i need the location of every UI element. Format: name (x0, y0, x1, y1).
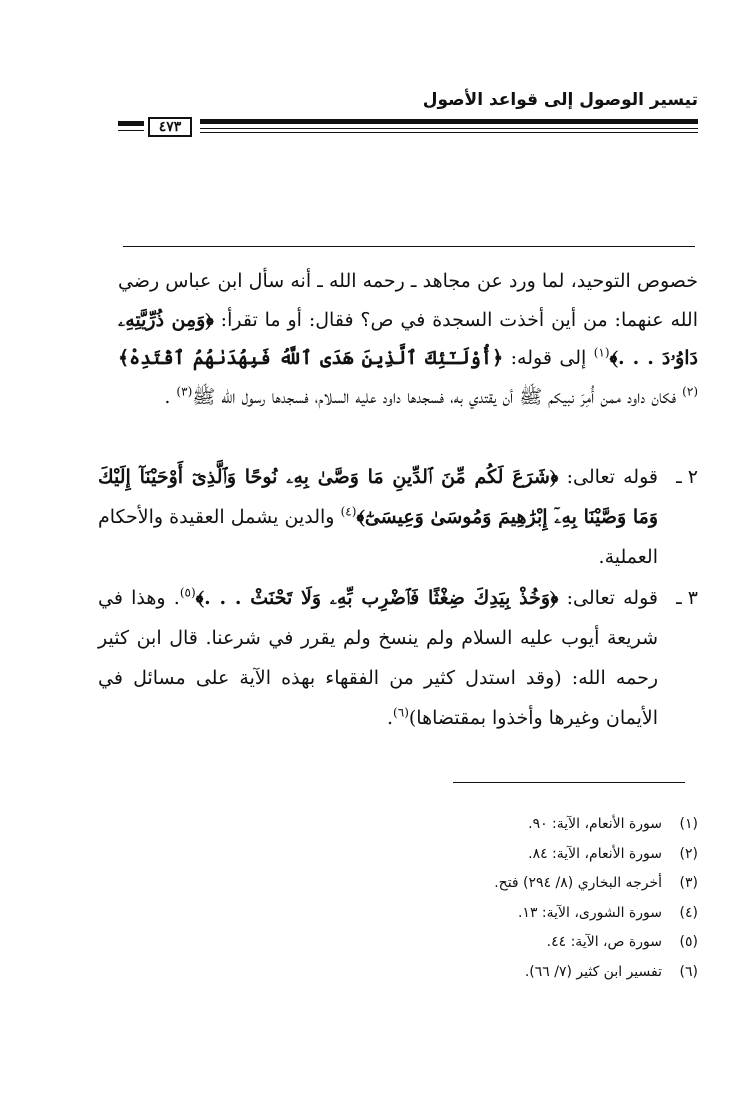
page-number: ٤٧٣ (148, 117, 192, 137)
footnote-number: (٣) (679, 875, 698, 892)
footnote-ref-3: (٣) (176, 384, 193, 399)
item-2-text-1: قوله تعالى: (558, 466, 658, 488)
paragraph-1-text-1: خصوص التوحيد، لما ورد عن مجاهد ـ رحمه الله ـ أنه سأل ابن عباس رضي الله عنهما: من أين أخذت السجدة في ص؟ فقال: أو ما تقرأ: (118, 270, 698, 331)
paragraph-1-text-2: إلى قوله: (503, 347, 594, 369)
item-3-text-3: . (387, 707, 394, 729)
footnote-text: سورة الأنعام، الآية: ٨٤. (528, 845, 662, 862)
footnote-separator (453, 782, 685, 783)
footnote-ref-2: (٢) (682, 384, 698, 399)
footnote-text: سورة الشورى، الآية: ١٣. (517, 904, 662, 921)
footnote-number: (٢) (679, 845, 698, 862)
numbered-item-2 (98, 457, 698, 577)
footnote (98, 899, 698, 929)
footnote-ref-5: (٥) (179, 585, 196, 600)
item-3-number: ٣ ـ (676, 587, 698, 609)
footnote (98, 928, 698, 958)
quran-verse-1: ﴿وَمِن ذُرِّيَّتِهِۦ دَاوُۥدَ . . .﴾ (118, 308, 698, 369)
section-separator (123, 246, 695, 247)
footnotes (98, 810, 698, 988)
footnote (98, 869, 698, 899)
footnote-text: سورة الأنعام، الآية: ٩٠. (528, 816, 662, 832)
running-title: تيسير الوصول إلى قواعد الأصول (422, 90, 698, 110)
footnote-text: سورة ص، الآية: ٤٤. (546, 934, 662, 951)
footnote-ref-4: (٤) (340, 504, 357, 519)
footnote-text: أخرجه البخاري (٨/ ٢٩٤) فتح. (494, 875, 662, 892)
footnote (98, 958, 698, 988)
header-rule-right-thin-2 (200, 132, 698, 133)
footnote-text: تفسير ابن كثير (٧/ ٦٦). (524, 963, 662, 980)
footnote-number: (٤) (679, 904, 698, 921)
quran-verse-3: ﴿شَرَعَ لَكُم مِّنَ ٱلدِّينِ مَا وَصَّىٰ بِهِۦ نُوحًا وَٱلَّذِىٓ أَوْحَيْنَآ إِلَيْكَ وَمَا وَصَّيْنَا بِهِۦٓ إِبْرَٰهِيمَ وَمُوسَىٰ وَعِيسَىٰٓ﴾ (98, 466, 659, 528)
numbered-item-3 (98, 578, 698, 738)
quran-verse-2: ﴿أُوْلَـٰٓئِكَ ٱلَّذِينَ هَدَى ٱللَّهُ فَبِهُدَىٰهُمُ ٱقْتَدِهْ﴾ (118, 347, 504, 369)
footnote-ref-6: (٦) (393, 705, 409, 720)
quran-verse-4: ﴿وَخُذْ بِيَدِكَ ضِغْثًا فَٱضْرِب بِّهِۦ وَلَا تَحْنَثْ . . .﴾ (195, 587, 559, 609)
footnote-number: (١) (679, 816, 698, 832)
paragraph-1-text-3: فكان داود ممن أُمِرَ نبيكم ﷺ أن يقتدي به، فسجدها داود عليه السلام، فسجدها رسول الله ﷺ (192, 385, 683, 408)
footnote (98, 810, 698, 840)
footnote (98, 840, 698, 870)
item-2-number: ٢ ـ (676, 466, 698, 488)
footnote-ref-1: (١) (593, 345, 610, 360)
header-rule-left-thin (118, 130, 144, 131)
header-rule-right-thick (200, 119, 698, 124)
item-3-text-1: قوله تعالى: (558, 587, 658, 609)
item-2-text-2: والدين يشمل العقيدة والأحكام العملية. (98, 506, 658, 568)
paragraph-1 (118, 262, 698, 416)
header-rule-right-thin (200, 128, 698, 129)
footnote-number: (٥) (679, 934, 698, 951)
header-rule-left-thick (118, 121, 144, 126)
footnote-number: (٦) (679, 963, 698, 980)
item-3-text-2: . وهذا في شريعة أيوب عليه السلام ولم ينسخ ولم يقرر في شرعنا. قال ابن كثير رحمه الله: (وقد استدل كثير من الفقهاء بهذه الآية على مسائل في الأيمان وغيرها وأخذوا بمقتضاها) (98, 587, 658, 729)
paragraph-1-text-4: . (164, 385, 177, 408)
